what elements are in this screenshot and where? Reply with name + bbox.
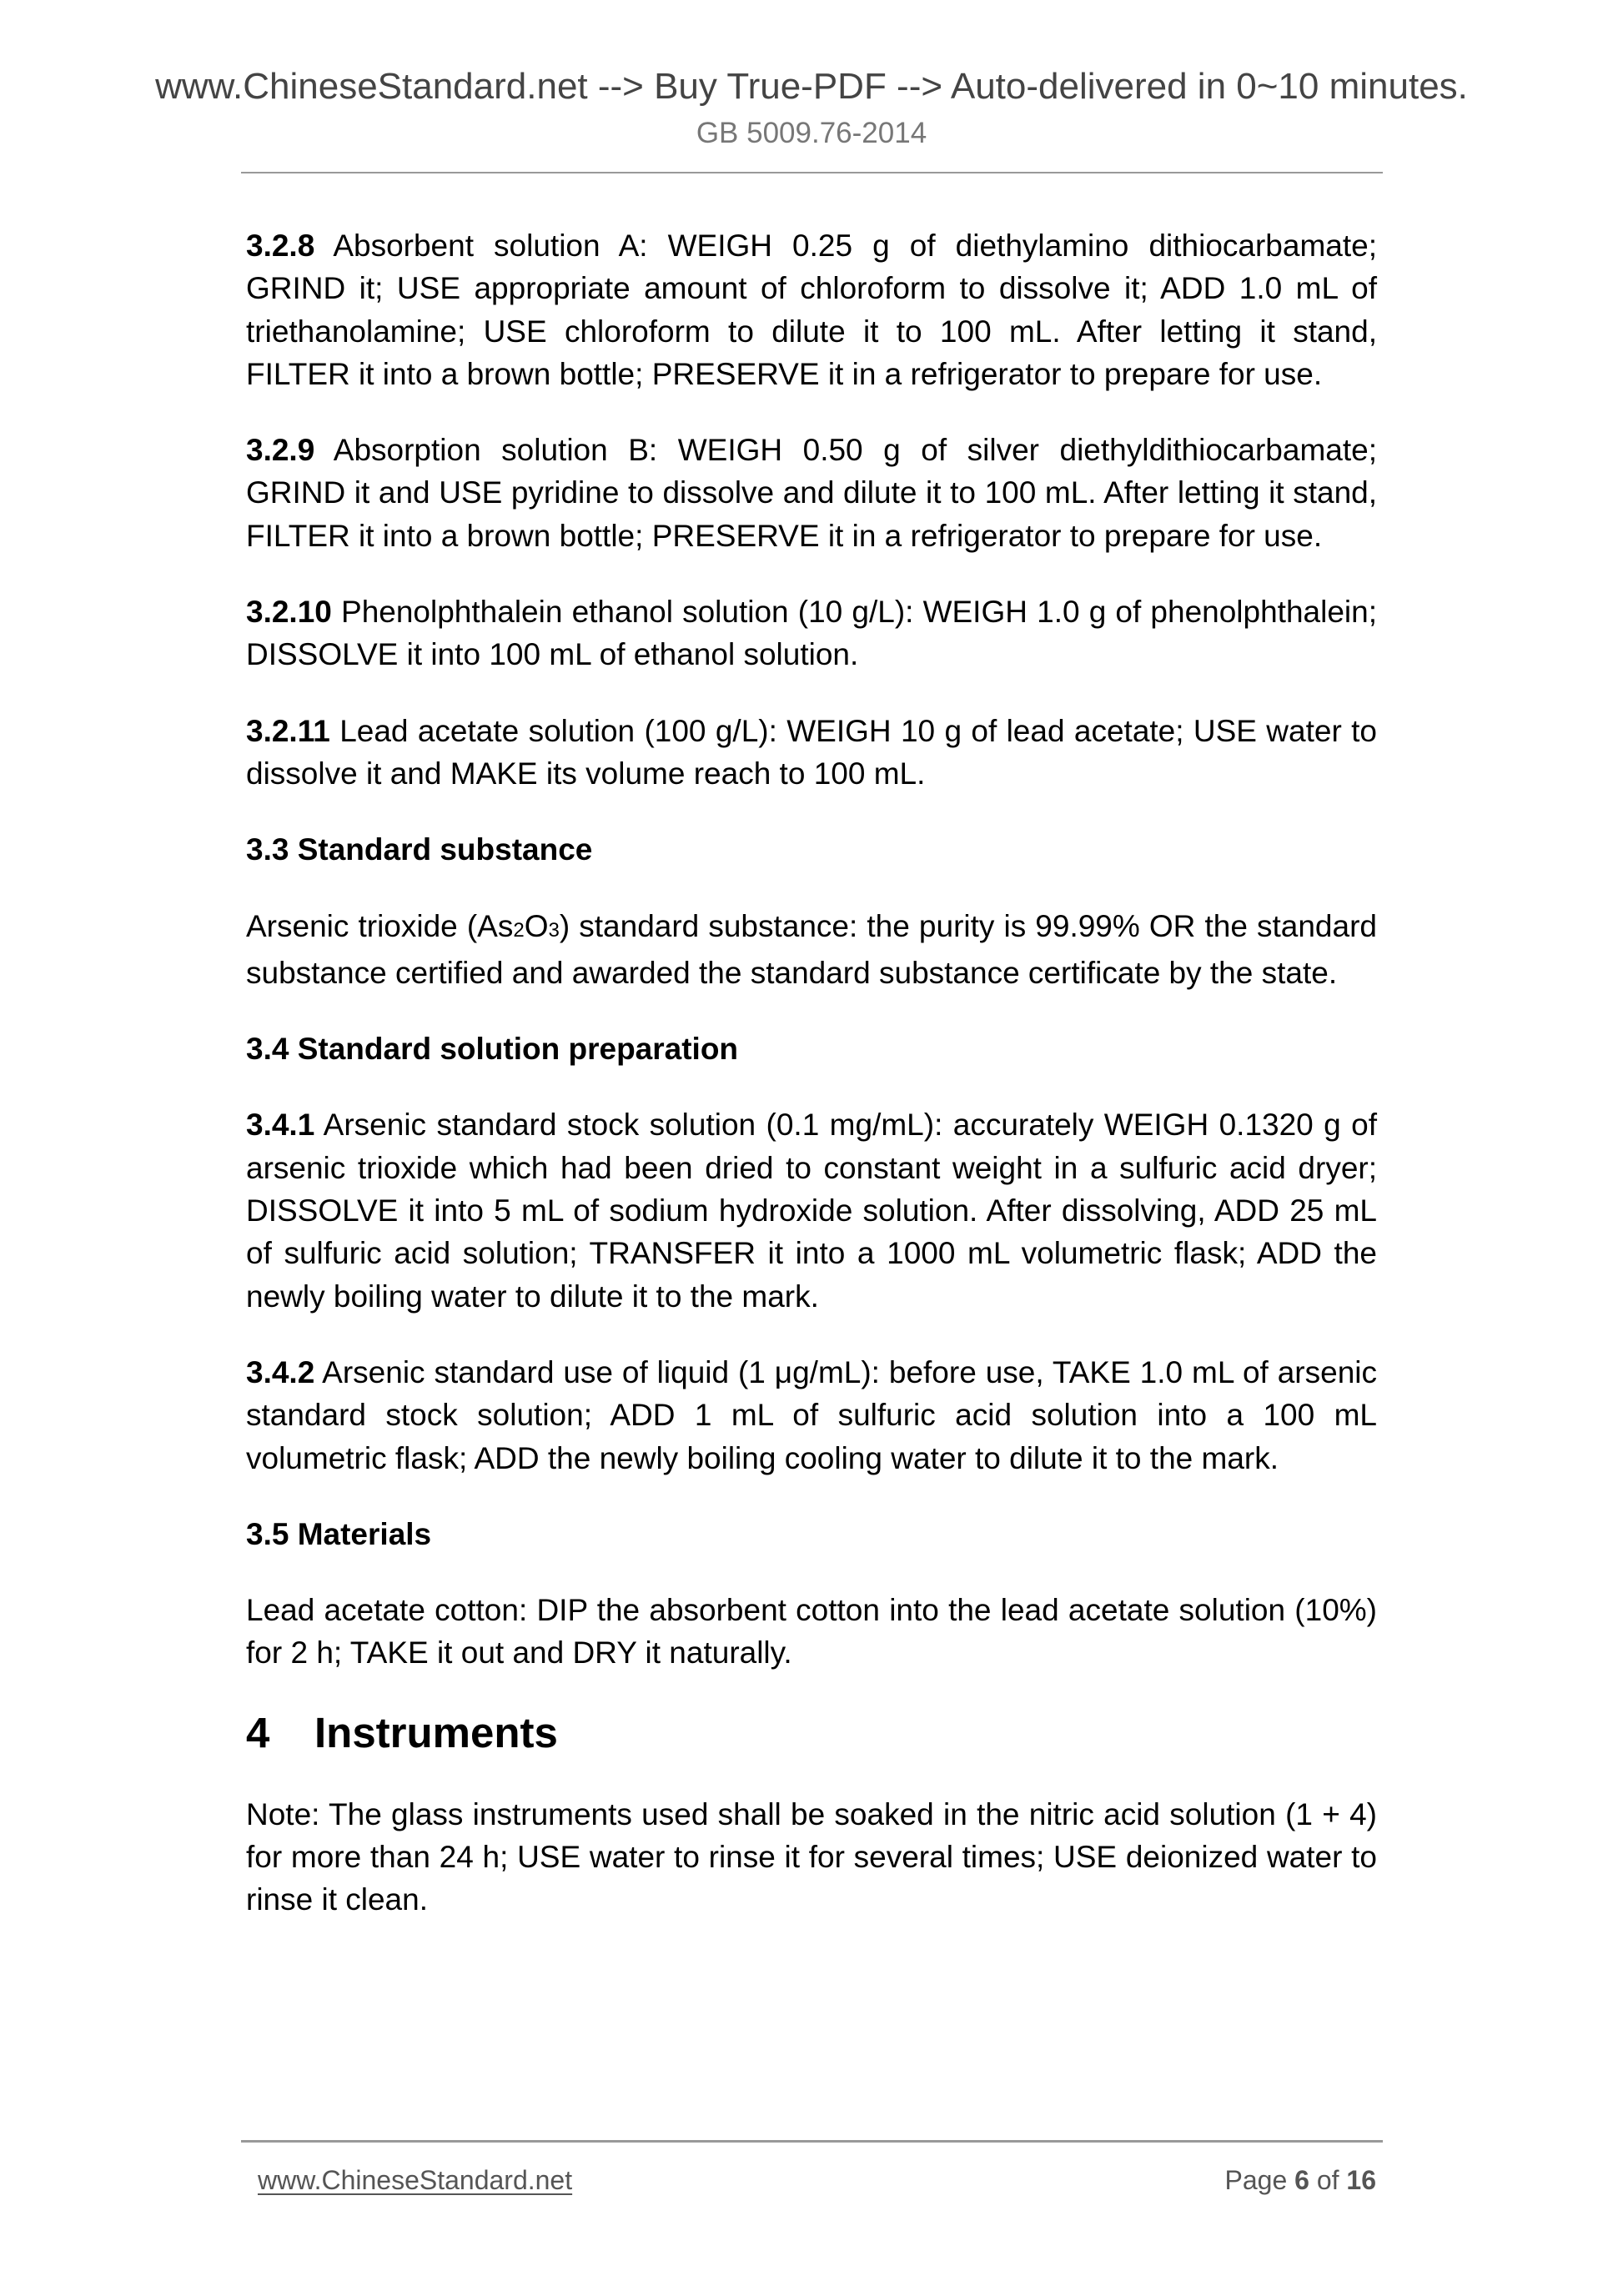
text-segment: ) standard substance: the purity is 99.99% OR the standard substance certified and awarded the standard substance certificate by the state. [246,908,1377,990]
page-content [246,224,1377,1955]
section-heading-3-3: 3.3 Standard substance [246,832,593,867]
instruments-note: Note: The glass instruments used shall be soaked in the nitric acid solution (1 + 4) for more than 24 h; USE water to rinse it for several times; USE deionized water to rinse it clean. [246,1796,1377,1917]
clause-text: Lead acetate solution (100 g/L): WEIGH 10 g of lead acetate; USE water to dissolve it and MAKE its volume reach to 100 mL. [246,713,1377,791]
clause-3-2-8 [246,224,1377,395]
clause-text: Absorption solution B: WEIGH 0.50 g of silver diethyldithiocarbamate; GRIND it and USE pyridine to dissolve and dilute it to 100 mL. After letting it stand, FILTER it into a brown bottle; PRESERVE it in a refrigerator to prepare for use. [246,433,1377,553]
page-label: Page [1224,2165,1295,2195]
footer-divider [241,2140,1383,2143]
header-banner: www.ChineseStandard.net --> Buy True-PDF --> Auto-delivered in 0~10 minutes. [155,66,1468,107]
text-segment: O [524,908,549,943]
clause-3-4-1 [246,1103,1377,1317]
clause-number: 3.4.1 [246,1108,315,1143]
standard-code: GB 5009.76-2014 [696,117,927,149]
footer-website-link[interactable]: www.ChineseStandard.net [258,2165,573,2195]
clause-number: 3.4.2 [246,1354,315,1389]
standard-substance-text [246,905,1377,995]
clause-3-2-9 [246,429,1377,557]
clause-number: 3.2.9 [246,433,315,468]
section-heading-3-4: 3.4 Standard solution preparation [246,1032,739,1067]
chapter-title: Instruments [314,1708,558,1756]
clause-number: 3.2.8 [246,229,315,263]
clause-text: Arsenic standard use of liquid (1 μg/mL): before use, TAKE 1.0 mL of arsenic standard stock solution; ADD 1 mL of sulfuric acid solution into a 100 mL volumetric flask; ADD the newly boiling cooling water to dilute it to the mark. [246,1354,1377,1475]
materials-text: Lead acetate cotton: DIP the absorbent cotton into the lead acetate solution (10%) for 2 h; TAKE it out and DRY it naturally. [246,1593,1377,1671]
subscript: 3 [548,918,560,942]
clause-text: Absorbent solution A: WEIGH 0.25 g of diethylamino dithiocarbamate; GRIND it; USE appropriate amount of chloroform to dissolve it; ADD 1.0 mL of triethanolamine; USE chloroform to dilute it to 100 mL. After letting it stand, FILTER it into a brown bottle; PRESERVE it in a refrigerator to prepare for use. [246,229,1377,391]
page-current: 6 [1294,2165,1309,2195]
clause-text: Phenolphthalein ethanol solution (10 g/L): WEIGH 1.0 g of phenolphthalein; DISSOLVE it into 100 mL of ethanol solution. [246,595,1377,672]
subscript: 2 [513,918,525,942]
clause-number: 3.2.10 [246,595,332,630]
clause-3-2-10 [246,590,1377,676]
text-segment: Arsenic trioxide (As [246,908,514,943]
page-indicator [1225,2164,1376,2196]
section-heading-3-5: 3.5 Materials [246,1516,432,1551]
header-divider [241,172,1383,173]
page-total: 16 [1346,2165,1376,2195]
clause-3-4-2 [246,1351,1377,1480]
clause-text: Arsenic standard stock solution (0.1 mg/mL): accurately WEIGH 0.1320 g of arsenic trioxide which had been dried to constant weight in a sulfuric acid dryer; DISSOLVE it into 5 mL of sodium hydroxide solution. After dissolving, ADD 25 mL of sulfuric acid solution; TRANSFER it into a 1000 mL volumetric flask; ADD the newly boiling water to dilute it to the mark. [246,1108,1377,1314]
page-of-label: of [1309,2165,1347,2195]
chapter-number: 4 [246,1708,270,1756]
clause-number: 3.2.11 [246,713,330,748]
clause-3-2-11 [246,710,1377,796]
chapter-heading-4 [246,1708,1377,1758]
